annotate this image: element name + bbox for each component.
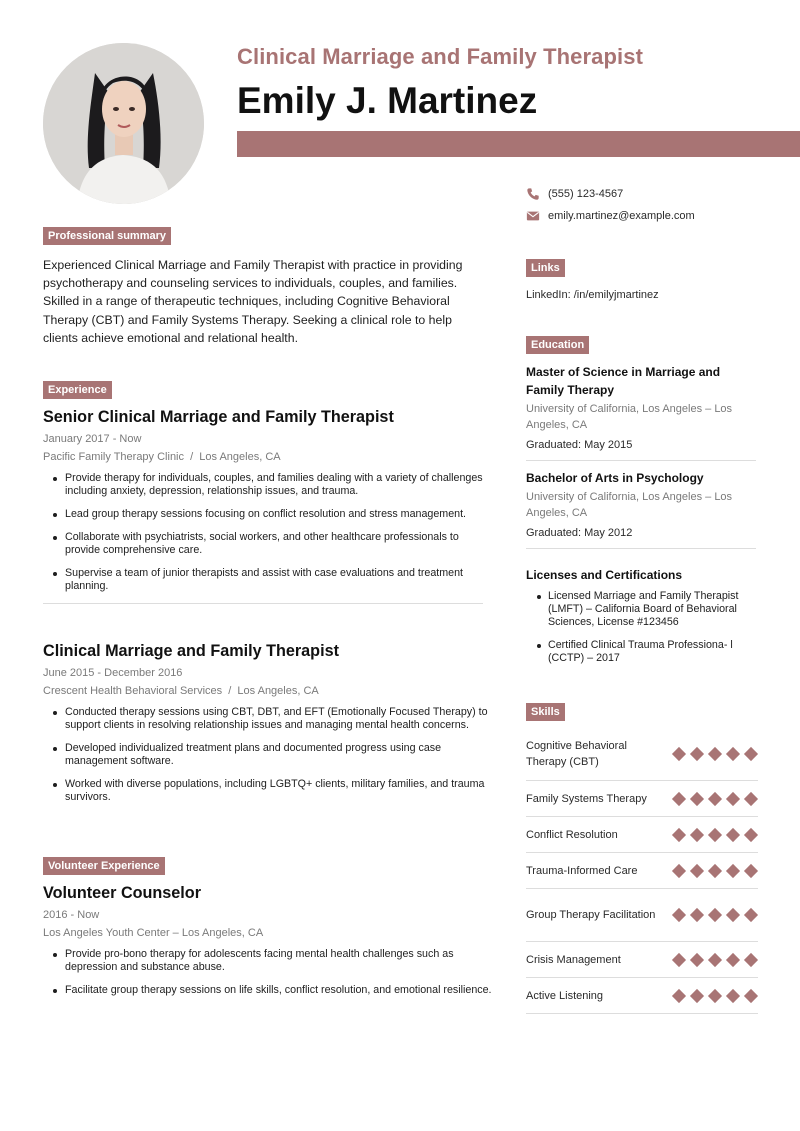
education-entry (526, 469, 758, 539)
education-entry (526, 363, 758, 451)
rating-diamond-icon (690, 863, 704, 877)
volunteer-heading: Volunteer Experience (43, 857, 165, 875)
rating-diamond-icon (690, 908, 704, 922)
rating-diamond-icon (672, 791, 686, 805)
skills-heading: Skills (526, 703, 565, 721)
license-item: Certified Clinical Trauma Professiona- l (CCTP) – 2017 (526, 639, 758, 665)
linkedin-link[interactable]: LinkedIn: /in/emilyjmartinez (526, 289, 659, 301)
contact-section (526, 187, 758, 223)
bullet-item: Provide therapy for individuals, couples, and families dealing with a variety of challenges including anxiety, depression, relationship issues, and trauma. (43, 472, 493, 498)
skill-rating (672, 866, 758, 876)
bullet-item: Developed individualized treatment plans and documented progress using case management software. (43, 742, 493, 768)
skill-name: Crisis Management (526, 953, 621, 966)
volunteer-bullets (43, 948, 493, 997)
skill-row (526, 942, 758, 978)
rating-diamond-icon (744, 988, 758, 1002)
rating-diamond-icon (672, 747, 686, 761)
phone-row (526, 187, 758, 201)
divider (526, 460, 756, 461)
rating-diamond-icon (726, 952, 740, 966)
candidate-name: Emily J. Martinez (237, 80, 538, 121)
volunteer-section (43, 856, 493, 1007)
rating-diamond-icon (726, 791, 740, 805)
rating-diamond-icon (744, 791, 758, 805)
rating-diamond-icon (744, 863, 758, 877)
job-organization: Pacific Family Therapy Clinic / Los Angeles, CA (43, 451, 281, 463)
skill-rating (672, 955, 758, 965)
skill-row (526, 728, 758, 781)
rating-diamond-icon (726, 908, 740, 922)
rating-diamond-icon (708, 827, 722, 841)
profile-photo (43, 43, 204, 204)
skill-name: Trauma-Informed Care (526, 864, 638, 877)
skill-name: Cognitive Behavioral Therapy (CBT) (526, 740, 627, 768)
divider (43, 603, 483, 604)
school-name: University of California, Los Angeles – Los Angeles, CA (526, 403, 733, 431)
licenses-list (526, 590, 758, 665)
skill-row (526, 978, 758, 1014)
license-item: Licensed Marriage and Family Therapist (LMFT) – California Board of Behavioral Sciences, License #123456 (526, 590, 758, 628)
rating-diamond-icon (708, 908, 722, 922)
rating-diamond-icon (690, 747, 704, 761)
rating-diamond-icon (726, 747, 740, 761)
graduation-date: Graduated: May 2012 (526, 527, 633, 539)
skills-list (526, 728, 758, 1014)
job-bullets (43, 472, 493, 593)
graduation-date: Graduated: May 2015 (526, 439, 633, 451)
phone-icon (526, 187, 540, 201)
job-dates: January 2017 - Now (43, 433, 142, 445)
rating-diamond-icon (672, 863, 686, 877)
portrait-illustration (43, 43, 204, 204)
email-address[interactable]: emily.martinez@example.com (548, 210, 695, 222)
experience-heading: Experience (43, 381, 112, 399)
bullet-item: Collaborate with psychiatrists, social workers, and other healthcare professionals to provide comprehensive care. (43, 531, 493, 557)
links-heading: Links (526, 259, 565, 277)
links-section (526, 258, 758, 301)
rating-diamond-icon (690, 827, 704, 841)
summary-text: Experienced Clinical Marriage and Family Therapist with practice in providing psychotherapy and counseling services to individuals, couples, and families. Skilled in a range of therapeutic techniques, including Cognitive Behavioral Therapy (CBT) and Family Systems Therapy. Seeking a clinical role to help clients achieve emotional and relational health. (43, 258, 463, 345)
rating-diamond-icon (726, 988, 740, 1002)
job-title-entry: Senior Clinical Marriage and Family Therapist (43, 408, 394, 426)
skill-rating (672, 794, 758, 804)
job-bullets (43, 706, 493, 804)
bullet-item: Supervise a team of junior therapists and assist with case evaluations and treatment planning. (43, 567, 493, 593)
rating-diamond-icon (726, 827, 740, 841)
summary-heading: Professional summary (43, 227, 171, 245)
rating-diamond-icon (672, 827, 686, 841)
job-organization: Crescent Health Behavioral Services / Los Angeles, CA (43, 685, 319, 697)
rating-diamond-icon (708, 988, 722, 1002)
rating-diamond-icon (690, 952, 704, 966)
education-section (526, 335, 758, 549)
rating-diamond-icon (708, 791, 722, 805)
skill-name: Conflict Resolution (526, 828, 618, 841)
job-dates: June 2015 - December 2016 (43, 667, 183, 679)
volunteer-dates: 2016 - Now (43, 909, 100, 921)
degree-title: Master of Science in Marriage and Family Therapy (526, 365, 721, 397)
job-title: Clinical Marriage and Family Therapist (237, 44, 644, 69)
skill-name: Active Listening (526, 989, 604, 1002)
volunteer-title: Volunteer Counselor (43, 884, 201, 902)
email-icon (526, 209, 540, 223)
divider (526, 548, 756, 549)
skill-rating (672, 991, 758, 1001)
bullet-item: Provide pro-bono therapy for adolescents facing mental health challenges such as depression and substance abuse. (43, 948, 493, 974)
experience-section (43, 380, 493, 604)
skill-rating (672, 830, 758, 840)
email-row (526, 209, 758, 223)
skill-row (526, 781, 758, 817)
licenses-section (526, 568, 758, 676)
rating-diamond-icon (672, 952, 686, 966)
rating-diamond-icon (708, 747, 722, 761)
education-heading: Education (526, 336, 589, 354)
degree-title: Bachelor of Arts in Psychology (526, 471, 704, 485)
job-entry (43, 408, 493, 604)
job-title-entry: Clinical Marriage and Family Therapist (43, 642, 339, 660)
bullet-item: Facilitate group therapy sessions on life skills, conflict resolution, and emotional resilience. (43, 984, 493, 997)
skill-row (526, 853, 758, 889)
header-accent-bar (237, 131, 800, 157)
skill-row (526, 889, 758, 942)
summary-section (43, 226, 488, 347)
licenses-heading: Licenses and Certifications (526, 568, 683, 582)
rating-diamond-icon (708, 863, 722, 877)
skill-row (526, 817, 758, 853)
bullet-item: Conducted therapy sessions using CBT, DBT, and EFT (Emotionally Focused Therapy) to support clients in resolving relationship issues and managing mental health concerns. (43, 706, 493, 732)
skill-name: Group Therapy Facilitation (526, 909, 656, 921)
school-name: University of California, Los Angeles – Los Angeles, CA (526, 491, 733, 519)
rating-diamond-icon (672, 988, 686, 1002)
rating-diamond-icon (690, 791, 704, 805)
rating-diamond-icon (744, 908, 758, 922)
rating-diamond-icon (690, 988, 704, 1002)
rating-diamond-icon (744, 827, 758, 841)
skills-section (526, 702, 758, 1014)
skill-rating (672, 749, 758, 759)
rating-diamond-icon (672, 908, 686, 922)
skill-name: Family Systems Therapy (526, 792, 647, 805)
bullet-item: Lead group therapy sessions focusing on conflict resolution and stress management. (43, 508, 493, 521)
volunteer-organization: Los Angeles Youth Center – Los Angeles, CA (43, 927, 264, 939)
job-entry (43, 633, 493, 814)
rating-diamond-icon (708, 952, 722, 966)
skill-rating (672, 910, 758, 920)
rating-diamond-icon (726, 863, 740, 877)
phone-number: (555) 123-4567 (548, 188, 624, 200)
rating-diamond-icon (744, 952, 758, 966)
rating-diamond-icon (744, 747, 758, 761)
bullet-item: Worked with diverse populations, including LGBTQ+ clients, military families, and trauma survivors. (43, 778, 493, 804)
